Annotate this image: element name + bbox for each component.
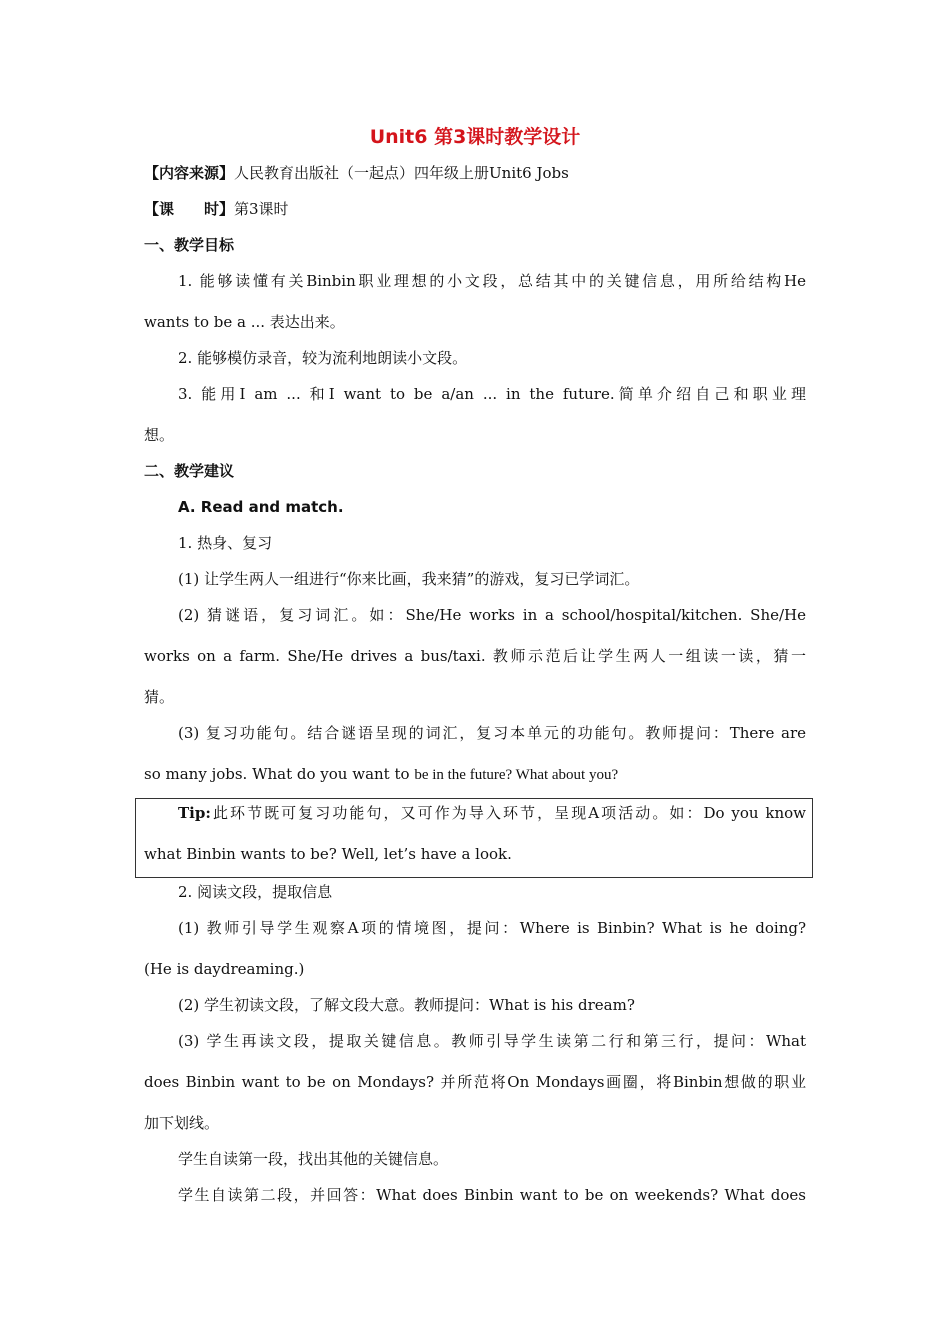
tip-label: Tip: bbox=[178, 804, 211, 822]
step-2-item-2: (2) 学生初读文段，了解文段大意。教师提问：What is his dream? bbox=[178, 996, 635, 1014]
period-label: 【课 时】 bbox=[144, 200, 235, 218]
step-1-item-2-line-a: (2) 猜谜语，复习词汇。如：She/He works in a school/hospital/kitchen. She/He bbox=[178, 606, 806, 624]
step-2-item-3-line-b: does Binbin want to be on Mondays? 并所范将On Mondays画圈，将Binbin想做的职业 bbox=[144, 1073, 806, 1091]
step-1-item-3-text-1: so many jobs. What do you want to bbox=[144, 765, 415, 783]
part-a-heading: A. Read and match. bbox=[178, 498, 344, 516]
step-1-heading: 1. 热身、复习 bbox=[178, 534, 273, 552]
step-2-item-4: 学生自读第一段，找出其他的关键信息。 bbox=[178, 1150, 449, 1168]
step-2-item-1-line-a: (1) 教师引导学生观察A项的情境图，提问：Where is Binbin? What is he doing? bbox=[178, 919, 806, 937]
source-label: 【内容来源】 bbox=[144, 164, 235, 182]
objective-1-line-b: wants to be a ... 表达出来。 bbox=[144, 313, 345, 331]
period-value: 第3课时 bbox=[234, 200, 289, 218]
tip-line-a bbox=[178, 803, 806, 823]
step-1-item-2-line-c: 猜。 bbox=[144, 688, 175, 706]
step-1-item-1: (1) 让学生两人一组进行“你来比画，我来猜”的游戏，复习已学词汇。 bbox=[178, 570, 640, 588]
step-2-item-5: 学生自读第二段，并回答：What does Binbin want to be on weekends? What does bbox=[178, 1186, 806, 1204]
section-heading-objectives: 一、教学目标 bbox=[144, 236, 235, 254]
step-2-heading: 2. 阅读文段，提取信息 bbox=[178, 883, 333, 901]
step-2-item-3-line-a: (3) 学生再读文段，提取关键信息。教师引导学生读第二行和第三行，提问：What bbox=[178, 1032, 806, 1050]
document-title: Unit6 第3课时教学设计 bbox=[369, 126, 581, 148]
step-1-item-3-line-b bbox=[144, 764, 806, 785]
source-line bbox=[144, 163, 806, 183]
source-value: 人民教育出版社（一起点）四年级上册Unit6 Jobs bbox=[234, 164, 569, 182]
section-heading-suggestions: 二、教学建议 bbox=[144, 462, 235, 480]
period-line bbox=[144, 199, 806, 219]
step-2-item-3-line-c: 加下划线。 bbox=[144, 1114, 220, 1132]
objective-1-line-a: 1. 能够读懂有关Binbin职业理想的小文段，总结其中的关键信息，用所给结构He bbox=[178, 272, 806, 290]
objective-2: 2. 能够模仿录音，较为流利地朗读小文段。 bbox=[178, 349, 468, 367]
step-1-item-2-line-b: works on a farm. She/He drives a bus/taxi. 教师示范后让学生两人一组读一读，猜一 bbox=[144, 647, 806, 665]
tip-text-a: 此环节既可复习功能句，又可作为导入环节，呈现A项活动。如：Do you know bbox=[210, 804, 806, 822]
tip-line-b: what Binbin wants to be? Well, let’s have a look. bbox=[144, 845, 512, 863]
step-1-item-3-text-2: be in the future? What about you? bbox=[414, 767, 619, 783]
step-1-item-3-line-a: (3) 复习功能句。结合谜语呈现的词汇，复习本单元的功能句。教师提问：There are bbox=[178, 724, 806, 742]
step-2-item-1-line-b: (He is daydreaming.) bbox=[144, 960, 305, 978]
objective-3-line-a: 3. 能用I am ... 和I want to be a/an ... in the future.简单介绍自己和职业理 bbox=[178, 385, 806, 403]
objective-3-line-b: 想。 bbox=[144, 426, 175, 444]
